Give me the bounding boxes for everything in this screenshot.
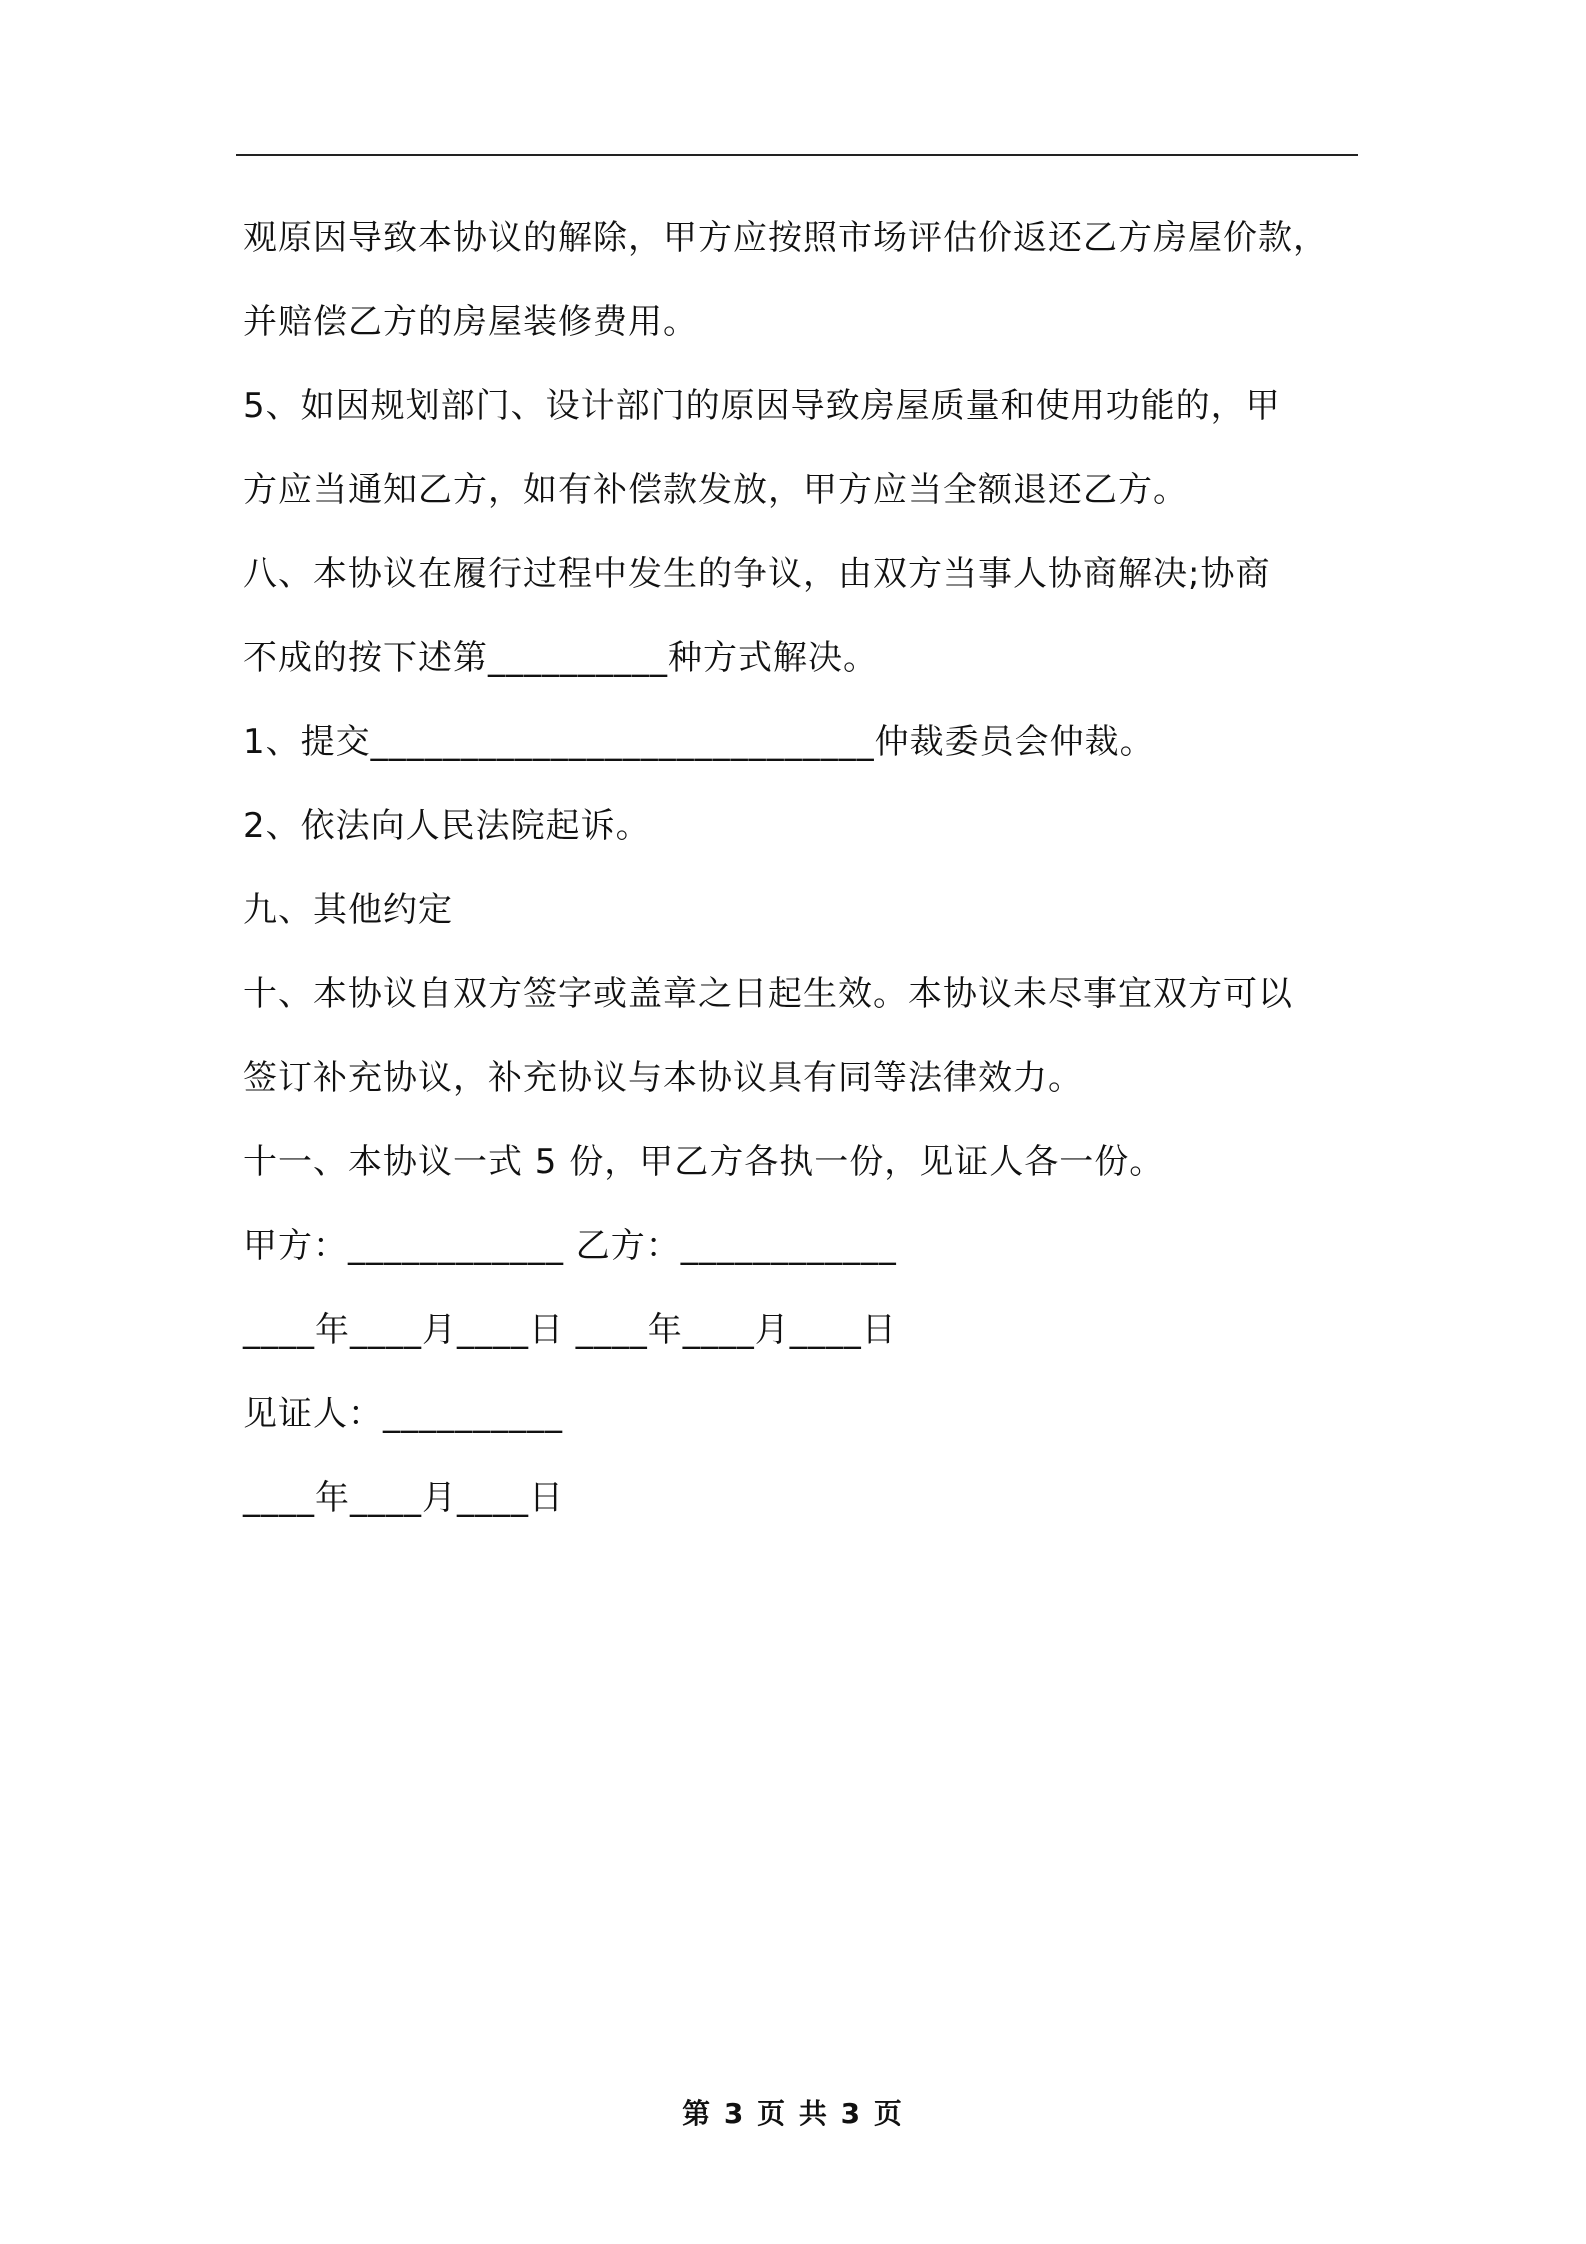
paragraph-line: 八、本协议在履行过程中发生的争议，由双方当事人协商解决;协商 [243, 554, 1271, 594]
witness-line: 见证人：__________ [243, 1394, 563, 1434]
section-heading: 九、其他约定 [243, 890, 453, 930]
paragraph-line: 签订补充协议，补充协议与本协议具有同等法律效力。 [243, 1058, 1083, 1098]
header-divider [236, 154, 1358, 156]
signature-dates-line: ____年____月____日 ____年____月____日 [243, 1310, 897, 1350]
witness-date-line: ____年____月____日 [243, 1478, 564, 1518]
paragraph-line: 十一、本协议一式 5 份，甲乙方各执一份，见证人各一份。 [243, 1142, 1165, 1182]
paragraph-line: 不成的按下述第__________种方式解决。 [243, 638, 878, 678]
paragraph-line: 观原因导致本协议的解除，甲方应按照市场评估价返还乙方房屋价款， [243, 218, 1328, 258]
page-number: 第 3 页 共 3 页 [682, 2097, 904, 2130]
paragraph-line: 十、本协议自双方签字或盖章之日起生效。本协议未尽事宜双方可以 [243, 974, 1293, 1014]
paragraph-line: 1、提交____________________________仲裁委员会仲裁。 [243, 722, 1155, 762]
paragraph-line: 并赔偿乙方的房屋装修费用。 [243, 302, 698, 342]
document-body [243, 196, 1383, 1540]
paragraph-line: 2、依法向人民法院起诉。 [243, 806, 651, 846]
signature-parties-line: 甲方：____________ 乙方：____________ [243, 1226, 897, 1266]
paragraph-line: 方应当通知乙方，如有补偿款发放，甲方应当全额退还乙方。 [243, 470, 1188, 510]
paragraph-line: 5、如因规划部门、设计部门的原因导致房屋质量和使用功能的，甲 [243, 386, 1281, 426]
